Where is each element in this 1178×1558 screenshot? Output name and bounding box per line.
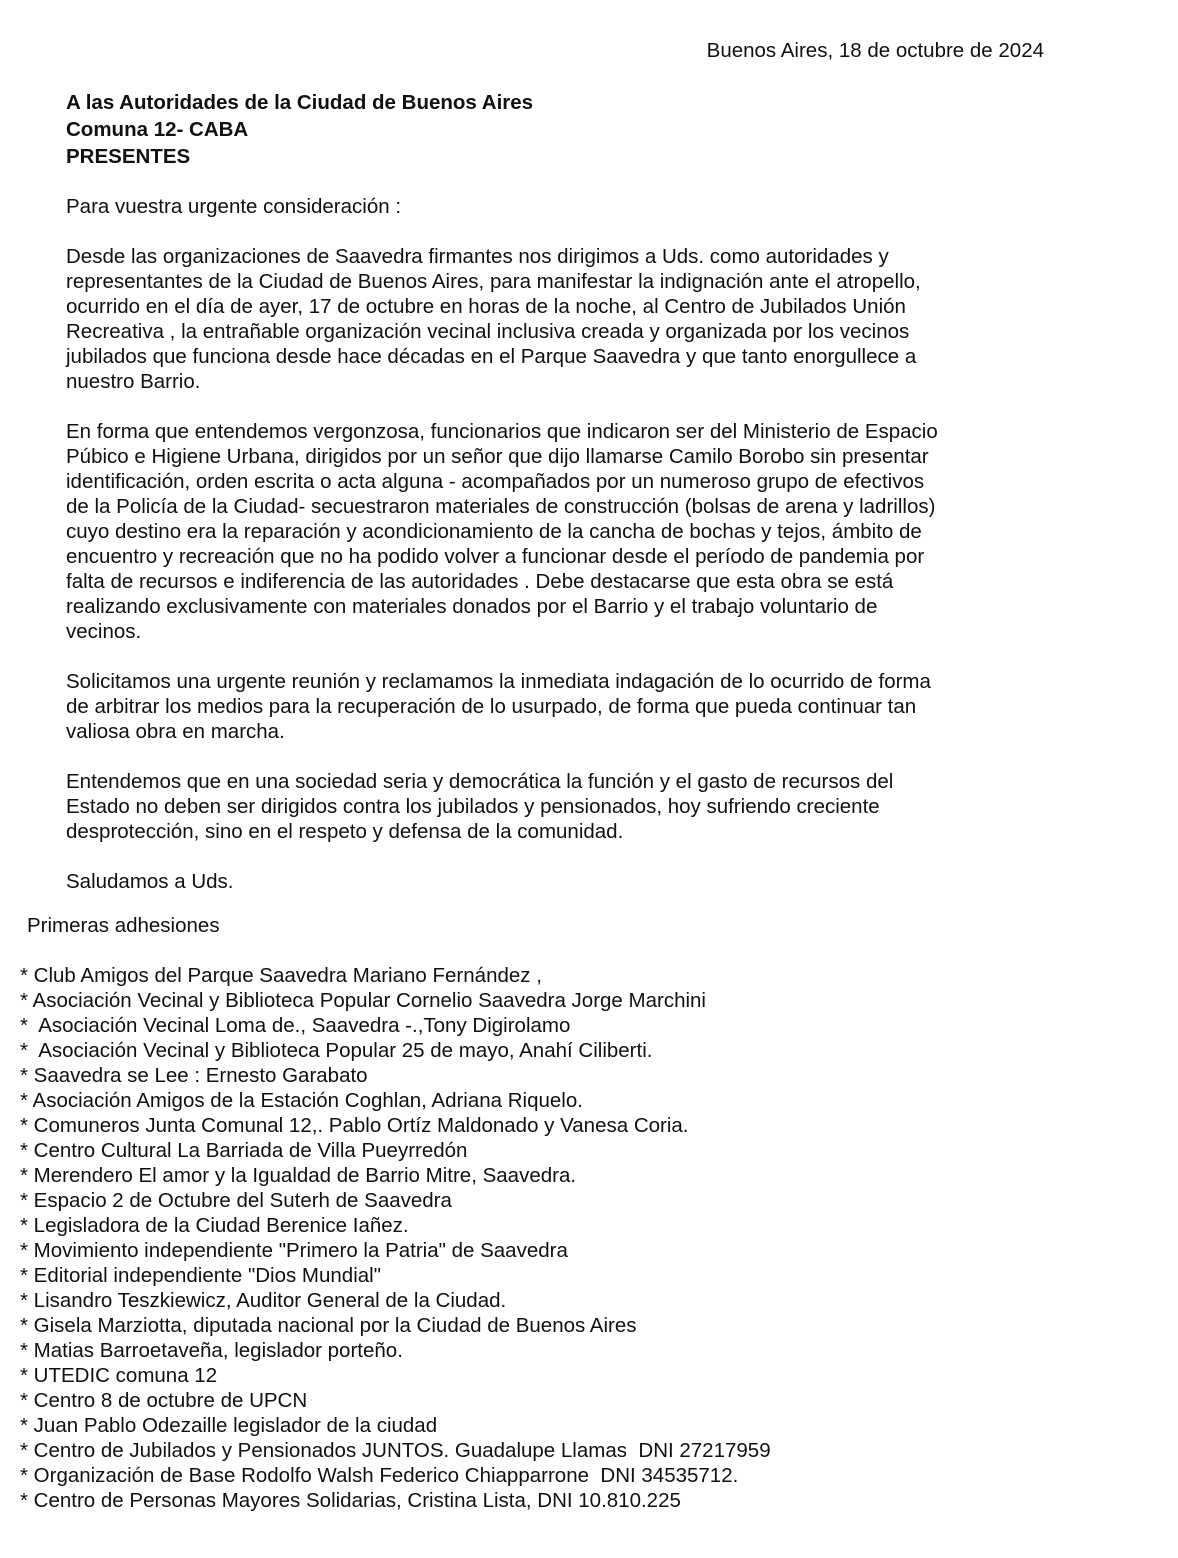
- list-item: * Movimiento independiente "Primero la Patria" de Saavedra: [20, 1239, 568, 1262]
- letter-body: [66, 194, 1056, 919]
- list-item: * Centro Cultural La Barriada de Villa Pueyrredón: [20, 1139, 468, 1162]
- list-item: * Centro de Jubilados y Pensionados JUNTOS. Guadalupe Llamas DNI 27217959: [20, 1439, 771, 1462]
- list-item: * Espacio 2 de Octubre del Suterh de Saavedra: [20, 1189, 452, 1212]
- paragraph-complaint: Desde las organizaciones de Saavedra firmantes nos dirigimos a Uds. como autoridades y representantes de la Ciudad de Buenos Aires, para manifestar la indignación ante el atropello, ocurrido en el día de ayer, 17 de octubre en horas de la noche, al Centro de Jubilados Unión Recreativa , la entrañable organización vecinal inclusiva creada y organizada por los vecinos jubilados que funciona desde hace décadas en el Parque Saavedra y que tanto enorgullece a nuestro Barrio.: [66, 245, 921, 393]
- paragraph-incident: En forma que entendemos vergonzosa, funcionarios que indicaron ser del Ministerio de Espacio Púbico e Higiene Urbana, dirigidos por un señor que dijo llamarse Camilo Borobo sin presentar identificación, orden escrita o acta alguna - acompañados por un numeroso grupo de efectivos de la Policía de la Ciudad- secuestraron materiales de construcción (bolsas de arena y ladrillos) cuyo destino era la reparación y acondicionamiento de la cancha de bochas y tejos, ámbito de encuentro y recreación que no ha podido volver a funcionar desde el período de pandemia por falta de recursos e indiferencia de las autoridades . Debe destacarse que esta obra se está realizando exclusivamente con materiales donados por el Barrio y el trabajo voluntario de vecinos.: [66, 420, 938, 643]
- list-item: * UTEDIC comuna 12: [20, 1364, 218, 1387]
- list-item: * Centro 8 de octubre de UPCN: [20, 1389, 308, 1412]
- list-item: * Asociación Vecinal y Biblioteca Popular 25 de mayo, Anahí Ciliberti.: [20, 1039, 653, 1062]
- list-item: * Asociación Vecinal Loma de., Saavedra -.,Tony Digirolamo: [20, 1014, 571, 1037]
- paragraph-closing: Saludamos a Uds.: [66, 870, 234, 893]
- list-item: * Editorial independiente "Dios Mundial": [20, 1264, 381, 1287]
- recipient-block: [66, 89, 533, 170]
- recipient-line-1: A las Autoridades de la Ciudad de Buenos Aires: [66, 91, 534, 114]
- paragraph-statement: Entendemos que en una sociedad seria y democrática la función y el gasto de recursos del Estado no deben ser dirigidos contra los jubilados y pensionados, hoy sufriendo creciente desprotección, sino en el respeto y defensa de la comunidad.: [66, 770, 894, 843]
- list-item: * Asociación Vecinal y Biblioteca Popular Cornelio Saavedra Jorge Marchini: [20, 989, 706, 1012]
- list-item: * Asociación Amigos de la Estación Coghlan, Adriana Riquelo.: [20, 1089, 583, 1112]
- list-item: * Club Amigos del Parque Saavedra Mariano Fernández ,: [20, 964, 542, 987]
- list-item: * Matias Barroetaveña, legislador porteño.: [20, 1339, 403, 1362]
- adhesiones-list: [20, 963, 771, 1513]
- list-item: * Gisela Marziotta, diputada nacional por la Ciudad de Buenos Aires: [20, 1314, 637, 1337]
- recipient-line-3: PRESENTES: [66, 145, 191, 168]
- recipient-line-2: Comuna 12- CABA: [66, 118, 249, 141]
- list-item: * Comuneros Junta Comunal 12,. Pablo Ortíz Maldonado y Vanesa Coria.: [20, 1114, 689, 1137]
- paragraph-request: Solicitamos una urgente reunión y reclamamos la inmediata indagación de lo ocurrido de forma de arbitrar los medios para la recuperación de lo usurpado, de forma que pueda continuar tan valiosa obra en marcha.: [66, 670, 931, 743]
- list-item: * Juan Pablo Odezaille legislador de la ciudad: [20, 1414, 438, 1437]
- adhesiones-title: Primeras adhesiones: [27, 914, 220, 937]
- list-item: * Merendero El amor y la Igualdad de Barrio Mitre, Saavedra.: [20, 1164, 577, 1187]
- date-line: Buenos Aires, 18 de octubre de 2024: [706, 39, 1044, 62]
- list-item: * Lisandro Teszkiewicz, Auditor General de la Ciudad.: [20, 1289, 507, 1312]
- paragraph-intro: Para vuestra urgente consideración :: [66, 195, 402, 218]
- list-item: * Centro de Personas Mayores Solidarias, Cristina Lista, DNI 10.810.225: [20, 1489, 681, 1512]
- list-item: * Saavedra se Lee : Ernesto Garabato: [20, 1064, 368, 1087]
- list-item: * Legisladora de la Ciudad Berenice Iañez.: [20, 1214, 409, 1237]
- list-item: * Organización de Base Rodolfo Walsh Federico Chiapparrone DNI 34535712.: [20, 1464, 739, 1487]
